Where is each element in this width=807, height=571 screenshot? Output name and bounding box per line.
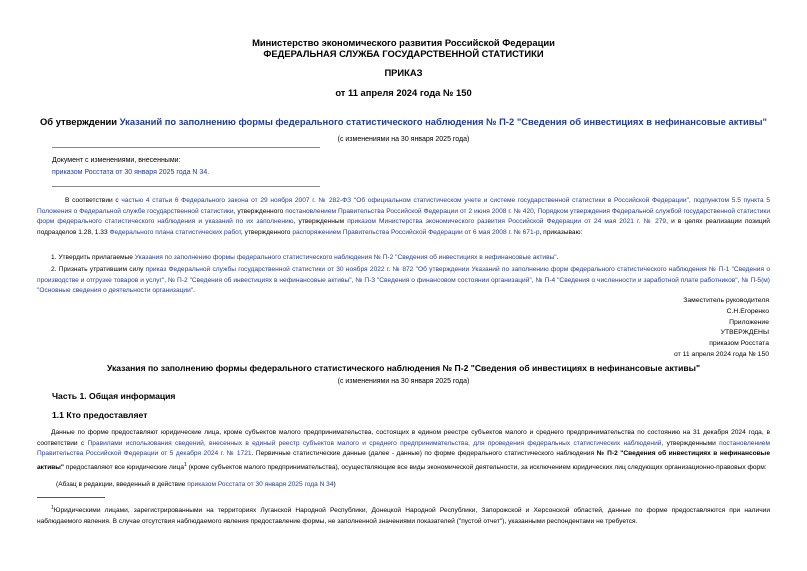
who-submits-paragraph: [37, 428, 770, 474]
signer-name: С.Н.Егоренко: [726, 307, 769, 315]
law-link[interactable]: частью 4 статьи 6 Федерального закона от 29 ноября 2007 г. № 282-ФЗ "Об официальном статистическом учете и системе государственной статистики в Российской Федерации", подпунктом 5.5 пункта 5 Положения о Федеральной службе государственной статистики: [37, 197, 770, 215]
changes-note-box: [52, 147, 320, 187]
text-run: (Абзац в редакции, введенный в действие: [56, 481, 188, 488]
footnote-text: Юридическими лицами, зарегистрированными на территориях Луганской Народной Республики, Донецкой Народной Республики, Запорожской и Херсонской областей, данные по форме предоставляются при наличии наблюдаемого явления. В случае отсутствия наблюдаемого явления предоставление формы, не заполненной значениями показателей ("пустой отчет"), указанными респондентами не требуется.: [37, 507, 770, 525]
resolution-420-link[interactable]: постановлением Правительства Российской Федерации от 2 июня 2008 г. № 420: [285, 207, 534, 215]
text-run: . Первичные статистические данные (далее - данные) по форме федерального статистического наблюдения: [251, 450, 597, 458]
text-run: В соответствии с: [65, 197, 122, 204]
text-run: , утвержденного: [233, 207, 286, 215]
appendix-label: Приложение: [729, 318, 769, 326]
amendment-note: (с изменениями на 30 января 2025 года): [337, 136, 470, 143]
text-run: .: [193, 287, 195, 295]
service-name: ФЕДЕРАЛЬНАЯ СЛУЖБА ГОСУДАРСТВЕННОЙ СТАТИСТИКИ: [263, 48, 544, 59]
document-title: [0, 116, 807, 127]
footnote-divider: [37, 497, 105, 498]
order-item-1: [37, 253, 770, 264]
footnote-marker: 1: [184, 461, 187, 468]
order-34-link[interactable]: приказом Росстата от 30 января 2025 года N 34: [187, 481, 334, 488]
divider: [52, 147, 320, 148]
form-name-bold: № П-2 "Сведения об инвестициях в нефинансовые активы": [37, 450, 770, 471]
text-run: 2. Признать утратившим силу: [51, 266, 146, 273]
order-872-link[interactable]: приказ Федеральной службы государственной статистики от 30 ноября 2022 г. № 872 "Об утверждении Указаний по заполнению форм федерального статистического наблюдения № П-1 "Сведения о производстве и отгрузке товаров и услуг", № П-2 "Сведения об инвестициях в нефинансовые активы", № П-3 "Сведения о финансовом состоянии организаций", № П-4 "Сведения о численности и заработной плате работников", № П-5(м) "Основные сведения о деятельности организации": [37, 266, 770, 295]
text-run: , приказываю:: [539, 228, 583, 236]
approved-label: УТВЕРЖДЕНЫ: [720, 329, 769, 337]
text-run: предоставляют все юридические лица: [64, 463, 184, 471]
changes-note-link[interactable]: приказом Росстата от 30 января 2025 года N 34.: [52, 169, 210, 176]
procedure-link[interactable]: Порядком утверждения Федеральной службой государственной статистики форм федерального статистического наблюдения и указаний по их заполнению: [37, 207, 770, 226]
signer-title: Заместитель руководителя: [683, 297, 769, 304]
footnote-number: 1: [51, 505, 54, 511]
section-1-1-heading: 1.1 Кто предоставляет: [52, 410, 148, 420]
text-run: 1. Утвердить прилагаемые: [51, 254, 135, 261]
text-run: , и в целях реализации позиций подразделов 1.28, 1.33: [37, 218, 770, 236]
approved-date: от 11 апреля 2024 года № 150: [673, 350, 769, 358]
resolution-1721-link[interactable]: постановлением Правительства Российской Федерации от 5 декабря 2024 г. № 1721: [37, 439, 770, 458]
instructions-link[interactable]: Указания по заполнению формы федерального статистического наблюдения № П-2 "Сведения об инвестициях в нефинансовые активы": [134, 254, 557, 261]
text-run: Данные по форме предоставляют юридические лица, кроме субъектов малого предпринимательства, состоящих в едином реестре субъектов малого и среднего предпринимательства по состоянию на 31 декабря 2024 года, в соответствии с: [37, 429, 770, 447]
footnote: [37, 503, 770, 527]
changes-note-label: Документ с изменениями, внесенными:: [52, 157, 181, 164]
decree-671-link[interactable]: распоряжением Правительства Российской Федерации от 6 мая 2008 г. № 671-р: [292, 228, 540, 236]
text-run: , утвержденными: [661, 439, 720, 447]
text-run: , утвержденного: [240, 228, 293, 236]
order-279-link[interactable]: приказом Министерства экономического развития Российской Федерации от 24 мая 2021 г. № 279: [347, 218, 667, 226]
stat-plan-link[interactable]: Федерального плана статистических работ: [109, 228, 241, 236]
divider: [52, 186, 320, 187]
text-run: ): [333, 481, 336, 488]
signature-block: [674, 296, 769, 361]
ministry-name: Министерство экономического развития Российской Федерации: [252, 37, 555, 48]
approved-by: приказом Росстата: [709, 340, 769, 348]
paragraph-edition-note: [56, 481, 336, 488]
appendix-title: Указания по заполнению формы федерального статистического наблюдения № П-2 "Сведения об инвестициях в нефинансовые активы": [106, 363, 701, 373]
appendix-amendment-note: (с изменениями на 30 января 2025 года): [337, 378, 470, 385]
preamble-paragraph: [37, 196, 770, 238]
text-run: (кроме субъектов малого предпринимательства), осуществляющие все виды экономической деятельности, за исключением юридических лиц следующих организационно-правовых форм:: [186, 463, 767, 471]
title-link[interactable]: Указаний по заполнению формы федерального статистического наблюдения № П-2 "Сведения об инвестициях в нефинансовые активы": [119, 116, 767, 127]
text-run: ,: [533, 207, 538, 215]
rules-link[interactable]: Правилами использования сведений, внесенных в единый реестр субъектов малого и среднего предпринимательства, для проведения федеральных статистических наблюдений: [87, 439, 662, 447]
title-prefix: Об утверждении: [40, 116, 120, 127]
text-run: .: [556, 254, 559, 261]
part-1-heading: Часть 1. Общая информация: [52, 391, 176, 401]
document-type: ПРИКАЗ: [384, 67, 423, 78]
document-date-number: от 11 апреля 2024 года № 150: [335, 87, 472, 98]
order-item-2: [37, 265, 770, 297]
text-run: , утвержденным: [293, 218, 348, 226]
